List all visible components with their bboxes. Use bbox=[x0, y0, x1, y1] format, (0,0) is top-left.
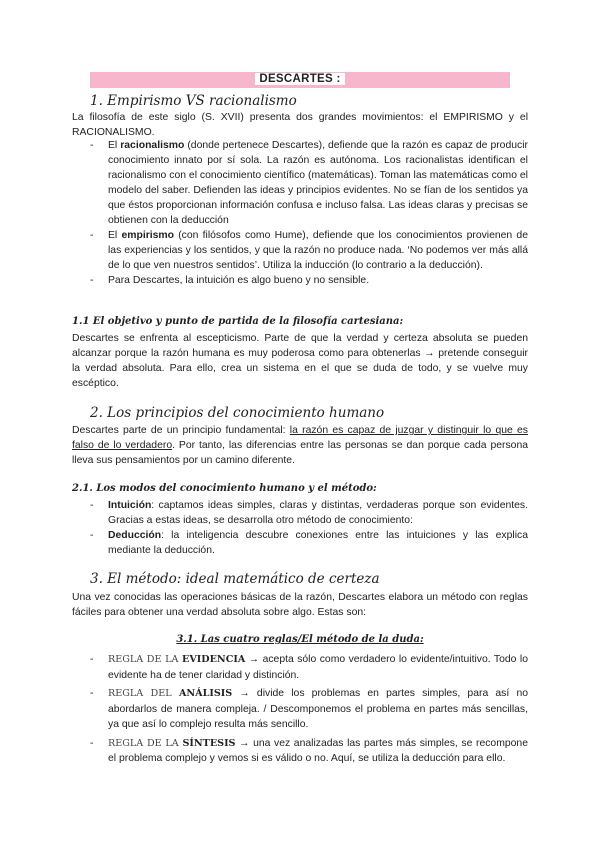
list-item-empirismo: - El empirismo (con filósofos como Hume), defiende que los conocimientos provienen de las experiencias y los sentidos, y que la razón no produce nada. ‘No podemos ver más allá de lo que ven nuestros sentidos’. Utiliza la inducción (lo contrario a la deducción). bbox=[90, 230, 528, 271]
metodo-paragraph: Una vez conocidas las operaciones básicas de la razón, Descartes elabora un método con reglas fáciles para obtener una verdad absoluta sobre algo. Estas son: bbox=[72, 592, 528, 618]
heading-modos-conocimiento: 2.1. Los modos del conocimiento humano y el método: bbox=[72, 483, 377, 494]
reglas-list bbox=[72, 652, 528, 767]
list-item-racionalismo: - El racionalismo (donde pertenece Descartes), defiende que la razón es capaz de producir conocimiento innato por sí sola. La razón es autónoma. Los racionalistas identifican el racionalismo con el conocimiento científico (matemáticas). Toman las matemáticas como el modelo del saber. Defienden las ideas y principios evidentes. No se fían de los sentidos ya que éstos proporcionan información confusa e incluso falsa. Las ideas claras y precisas se obtienen con la deducción bbox=[90, 140, 528, 226]
list-item-regla-evidencia: - REGLA DE LA EVIDENCIA → acepta sólo como verdadero lo evidente/intuitivo. Todo lo evidente ha de tener claridad y distinción. bbox=[90, 654, 528, 681]
heading-metodo: 3. El método: ideal matemático de certeza bbox=[90, 571, 380, 587]
list-item-intuicion-descartes: - Para Descartes, la intuición es algo bueno y no sensible. bbox=[90, 275, 370, 286]
bullet-dash: - bbox=[90, 275, 94, 286]
modos-list bbox=[72, 498, 528, 558]
title-highlight-band bbox=[90, 72, 510, 88]
bullet-dash: - bbox=[90, 530, 94, 541]
racionalismo-empirismo-list bbox=[72, 138, 528, 288]
heading-cuatro-reglas: 3.1. Las cuatro reglas/El método de la duda: bbox=[176, 634, 424, 645]
bullet-dash: - bbox=[90, 230, 94, 241]
bullet-dash: - bbox=[90, 140, 94, 151]
bullet-dash: - bbox=[90, 654, 94, 665]
principios-paragraph: Descartes parte de un principio fundamental: la razón es capaz de juzgar y distinguir lo que es falso de lo verdadero. Por tanto, las diferencias entre las personas se dan porque cada persona lleva sus pensamientos por un camino diferente. bbox=[72, 425, 529, 466]
objetivo-paragraph: Descartes se enfrenta al escepticismo. Parte de que la verdad y certeza absoluta se pueden alcanzar porque la razón humana es muy poderosa como para obtenerlas → pretende conseguir la verdad absoluta. Para ello, crea un sistema en el que se duda de todo, y se vuelve muy escéptico. bbox=[72, 333, 528, 389]
bullet-dash: - bbox=[90, 688, 94, 699]
intro-paragraph: La filosofía de este siglo (S. XVII) presenta dos grandes movimientos: el EMPIRISMO y el RACIONALISMO. bbox=[72, 112, 528, 138]
list-item-regla-analisis: - REGLA DEL ANÁLISIS → divide los problemas en partes simples, para así no abordarlos de manera compleja. / Descomponemos el problema en partes más sencillas, ya que así lo complejo resulta más sencillo. bbox=[90, 688, 528, 730]
bullet-dash: - bbox=[90, 500, 94, 511]
heading-principios-conocimiento: 2. Los principios del conocimiento humano bbox=[90, 405, 385, 421]
heading-empirismo-racionalismo: 1. Empirismo VS racionalismo bbox=[90, 93, 297, 109]
list-item-intuicion: - Intuición: captamos ideas simples, claras y distintas, verdaderas porque son evidentes. Gracias a estas ideas, se desarrolla otro método de conocimiento: bbox=[90, 500, 528, 526]
list-item-regla-sintesis: - REGLA DE LA SÍNTESIS → una vez analizadas las partes más simples, se recompone el problema complejo y vemos si es válido o no. Aquí, se utiliza la deducción para ello. bbox=[90, 737, 528, 764]
page-title: DESCARTES : bbox=[90, 73, 510, 85]
heading-objetivo-filosofia: 1.1 El objetivo y punto de partida de la filosofía cartesiana: bbox=[72, 316, 404, 327]
bullet-dash: - bbox=[90, 737, 94, 749]
list-item-deduccion: - Deducción: la inteligencia descubre conexiones entre las intuiciones y las explica mediante la deducción. bbox=[90, 530, 528, 556]
